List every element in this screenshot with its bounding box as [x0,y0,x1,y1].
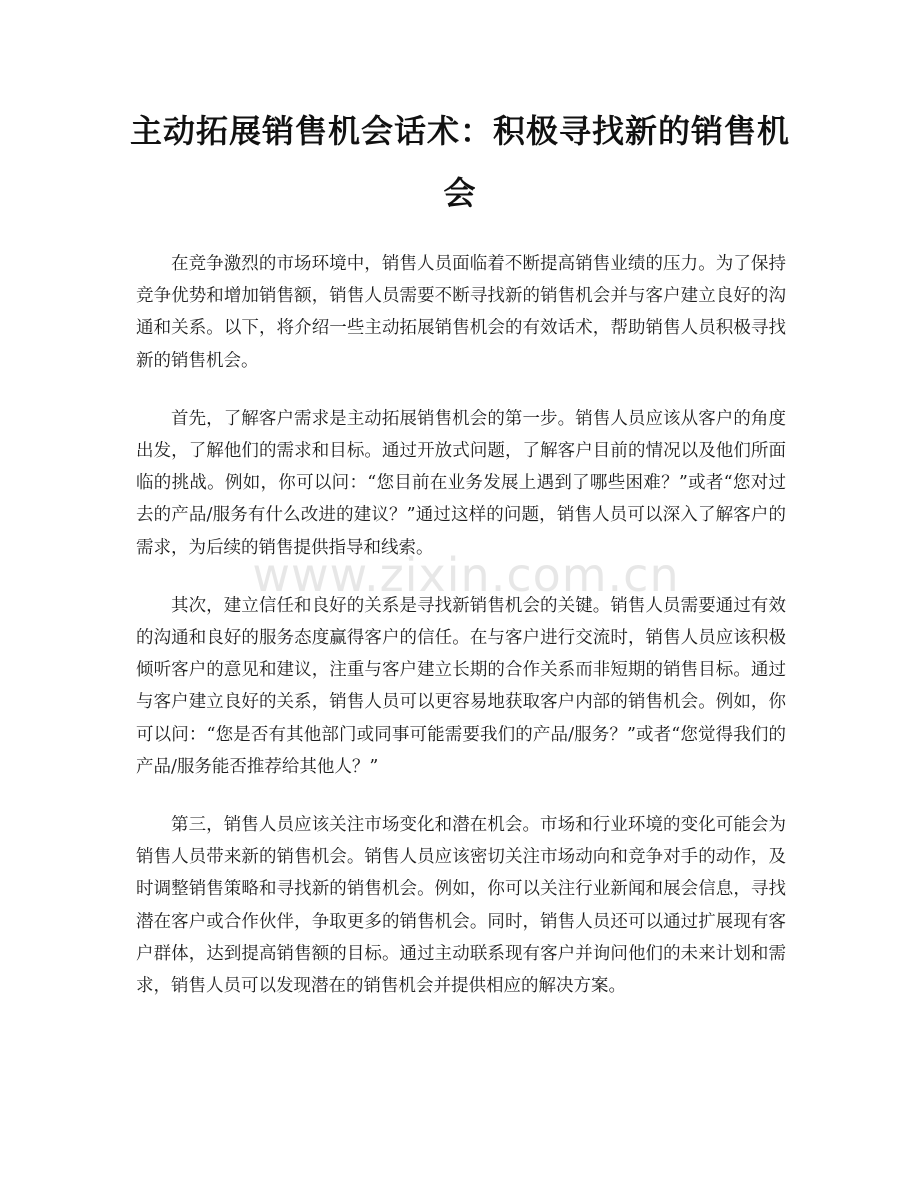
document-title: 主动拓展销售机会话术：积极寻找新的销售机会 [129,112,790,212]
paragraph-3: 其次，建立信任和良好的关系是寻找新销售机会的关键。销售人员需要通过有效的沟通和良好的服务态度赢得客户的信任。在与客户进行交流时，销售人员应该积极倾听客户的意见和建议，注重与客户建立长期的合作关系而非短期的销售目标。通过与客户建立良好的关系，销售人员可以更容易地获取客户内部的销售机会。例如，你可以问：“您是否有其他部门或同事可能需要我们的产品/服务？”或者“您觉得我们的产品/服务能否推荐给其他人？” [136,595,786,777]
paragraph-1: 在竞争激烈的市场环境中，销售人员面临着不断提高销售业绩的压力。为了保持竞争优势和增加销售额，销售人员需要不断寻找新的销售机会并与客户建立良好的沟通和关系。以下，将介绍一些主动拓展销售机会的有效话术，帮助销售人员积极寻找新的销售机会。 [136,254,786,371]
document-body [136,248,786,1028]
paragraph-2: 首先，了解客户需求是主动拓展销售机会的第一步。销售人员应该从客户的角度出发，了解他们的需求和目标。通过开放式问题，了解客户目前的情况以及他们所面临的挑战。例如，你可以问：“您目前在业务发展上遇到了哪些困难？”或者“您对过去的产品/服务有什么改进的建议？”通过这样的问题，销售人员可以深入了解客户的需求，为后续的销售提供指导和线索。 [136,408,786,558]
watermark: www.zixin.com.cn [252,548,680,602]
paragraph-4: 第三，销售人员应该关注市场变化和潜在机会。市场和行业环境的变化可能会为销售人员带来新的销售机会。销售人员应该密切关注市场动向和竞争对手的动作，及时调整销售策略和寻找新的销售机会。例如，你可以关注行业新闻和展会信息，寻找潜在客户或合作伙伴，争取更多的销售机会。同时，销售人员还可以通过扩展现有客户群体，达到提高销售额的目标。通过主动联系现有客户并询问他们的未来计划和需求，销售人员可以发现潜在的销售机会并提供相应的解决方案。 [136,815,786,997]
